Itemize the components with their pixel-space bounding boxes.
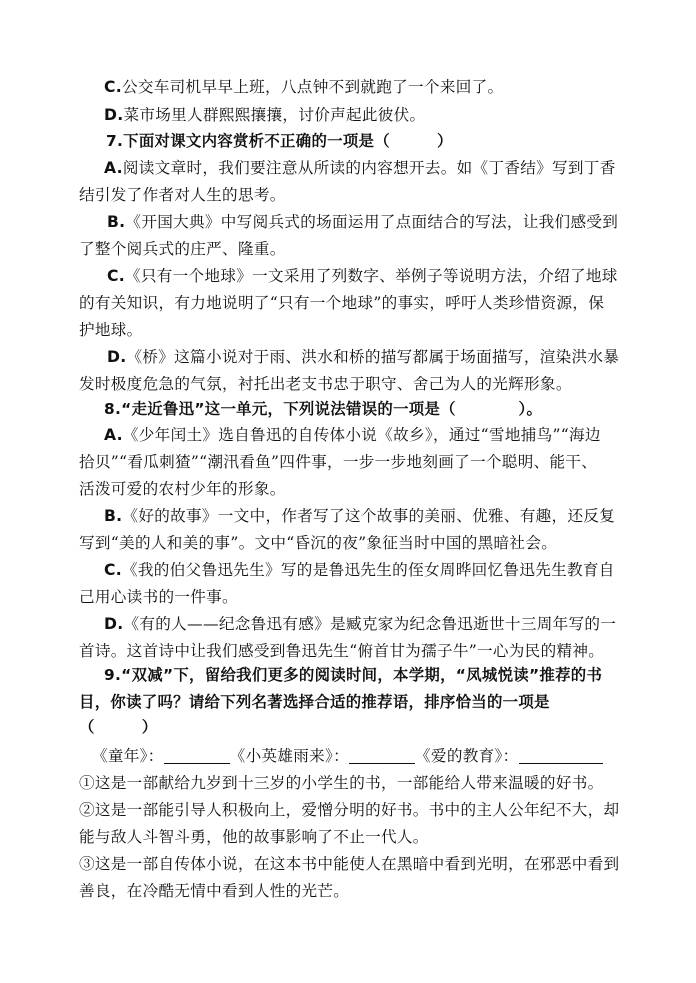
q8-option-a-line2: 拾贝”“看瓜刺猹”“潮汛看鱼”四件事，一步一步地刻画了一个聪明、能干、 xyxy=(79,453,598,471)
q9-item-1: ①这是一部献给九岁到十三岁的小学生的书，一部能给人带来温暖的好书。 xyxy=(79,774,604,792)
q6-option-c xyxy=(104,76,503,98)
q7-option-b-line1: 《开国大典》中写阅兵式的场面运用了点面结合的写法，让我们感受到 xyxy=(125,213,619,231)
q9-item-3-line1: ③这是一部自传体小说，在这本书中能使人在黑暗中看到光明，在邪恶中看到 xyxy=(79,855,620,873)
q8-option-b-label: B. xyxy=(104,507,123,525)
q8-option-b-line1: 《好的故事》一文中，作者写了这个故事的美丽、优雅、有趣，还反复 xyxy=(122,507,616,525)
q7-option-c-line3: 护地球。 xyxy=(79,321,143,339)
q9-blank-3[interactable] xyxy=(519,747,603,764)
q7-option-c-line1: 《只有一个地球》一文采用了列数字、举例子等说明方法，介绍了地球 xyxy=(124,267,618,285)
q6-option-d-label: D. xyxy=(104,106,124,124)
q6-option-c-text: 公交车司机早早上班，八点钟不到就跑了一个来回了。 xyxy=(121,78,504,96)
q8-option-a-line3: 活泼可爱的农村少年的形象。 xyxy=(79,480,286,498)
q7-option-d xyxy=(107,346,619,368)
q6-option-c-label: C. xyxy=(104,78,122,96)
q7-option-b-line2: 了整个阅兵式的庄严、隆重。 xyxy=(79,240,286,258)
q7-option-a-line1: 阅读文章时，我们要注意从所读的内容想开去。如《丁香结》写到丁香 xyxy=(122,159,616,177)
q7-stem: 7.下面对课文内容赏析不正确的一项是（ ） xyxy=(106,132,453,150)
q9-book-heart: 《爱的教育》： xyxy=(415,747,519,765)
q9-item-2-line2: 能与敌人斗智斗勇，他的故事影响了不止一代人。 xyxy=(79,828,429,846)
q7-option-a xyxy=(104,157,616,179)
q7-option-d-line1: 《桥》这篇小说对于雨、洪水和桥的描写都属于场面描写，渲染洪水暴 xyxy=(126,348,620,366)
q8-option-d-line2: 首诗。这首诗中让我们感受到鲁迅先生“俯首甘为孺子牛”一心为民的精神。 xyxy=(79,642,605,660)
q9-answer-bracket: （ ） xyxy=(79,718,158,736)
q9-book-blanks xyxy=(92,745,603,767)
q6-option-d-text: 菜市场里人群熙熙攘攘，讨价声起此彼伏。 xyxy=(123,106,426,124)
q8-option-a xyxy=(104,424,601,446)
q9-blank-2[interactable] xyxy=(349,747,415,764)
q7-option-c-line2: 的有关知识，有力地说明了“只有一个地球”的事实，呼吁人类珍惜资源，保 xyxy=(79,294,605,312)
q8-option-d xyxy=(104,613,616,635)
q9-book-little-hero: 《小英雄雨来》： xyxy=(229,747,350,765)
q7-option-c-label: C. xyxy=(107,267,125,285)
q8-option-c-line1: 《我的伯父鲁迅先生》写的是鲁迅先生的侄女周晔回忆鲁迅先生教育自 xyxy=(121,561,615,579)
q8-option-c-label: C. xyxy=(104,561,122,579)
q7-option-d-line2: 发时极度危急的气氛，衬托出老支书忠于职守、舍己为人的光辉形象。 xyxy=(79,375,572,393)
q9-stem-line1: 9.“双减”下，留给我们更多的阅读时间，本学期，“凤城悦读”推荐的书 xyxy=(104,666,603,684)
q9-book-childhood: 《童年》： xyxy=(92,747,164,765)
q7-option-c xyxy=(107,265,618,287)
q8-option-d-label: D. xyxy=(104,615,124,633)
q9-stem-line2: 目，你读了吗？请给下列名著选择合适的推荐语，排序恰当的一项是 xyxy=(79,693,550,711)
q7-option-a-label: A. xyxy=(104,159,123,177)
q8-stem: 8.“走近鲁迅”这一单元，下列说法错误的一项是（ ）。 xyxy=(104,400,543,418)
q7-option-d-label: D. xyxy=(107,348,127,366)
q8-option-b xyxy=(104,505,615,527)
q8-option-a-label: A. xyxy=(104,426,123,444)
q6-option-d xyxy=(104,104,425,126)
q9-blank-1[interactable] xyxy=(164,747,230,764)
q8-option-b-line2: 写到“美的人和美的事”。文中“昏沉的夜”象征当时中国的黑暗社会。 xyxy=(79,534,558,552)
q9-item-2-line1: ②这是一部能引导人积极向上，爱憎分明的好书。书中的主人公年纪不大，却 xyxy=(79,801,620,819)
q7-option-b xyxy=(107,211,618,233)
q8-option-c-line2: 己用心读书的一件事。 xyxy=(79,588,238,606)
q8-option-d-line1: 《有的人——纪念鲁迅有感》是臧克家为纪念鲁迅逝世十三周年写的一 xyxy=(123,615,617,633)
q7-option-a-line2: 结引发了作者对人生的思考。 xyxy=(79,186,286,204)
q8-option-a-line1: 《少年闰土》选自鲁迅的自传体小说《故乡》，通过“雪地捕鸟”“海边 xyxy=(122,426,601,444)
q8-option-c xyxy=(104,559,615,581)
q9-item-3-line2: 善良，在冷酷无情中看到人性的光芒。 xyxy=(79,882,350,900)
q7-option-b-label: B. xyxy=(107,213,126,231)
